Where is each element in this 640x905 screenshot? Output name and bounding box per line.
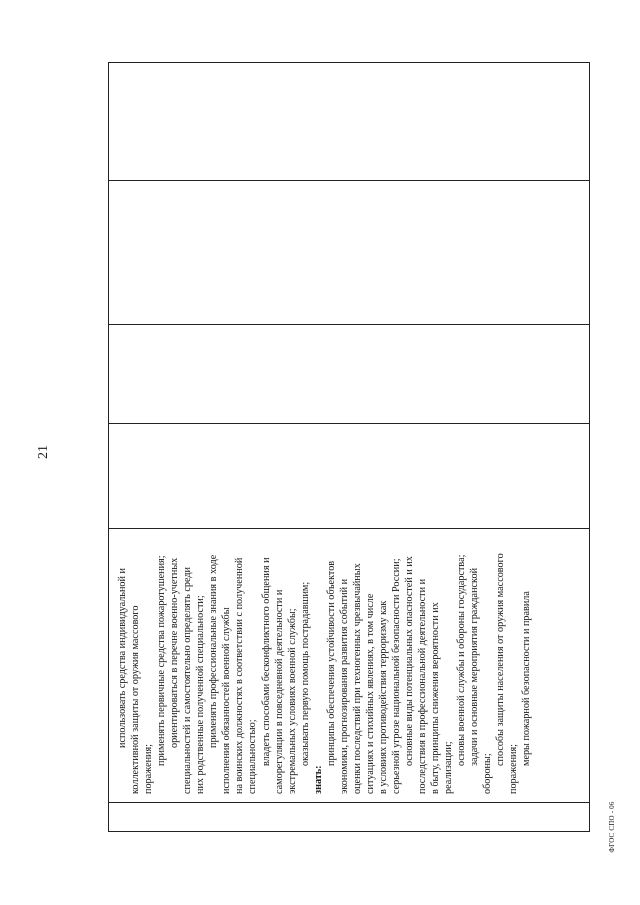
- table-cell-competency-codes: [109, 63, 590, 181]
- content-line: задачи и основные мероприятия гражданской: [469, 567, 481, 766]
- content-line: последствия в профессиональной деятельности и: [417, 578, 429, 794]
- content-line: на воинских должностях в соответствии с полученной: [234, 557, 246, 794]
- content-line: специальностей и самостоятельно определять среди: [182, 566, 194, 794]
- table-cell-hours-required: [109, 325, 590, 424]
- content-line: экономики, прогнозирования развития событий и: [338, 578, 350, 794]
- content-line: меры пожарной безопасности и правила: [521, 591, 533, 766]
- content-line: исполнения обязанностей военной службы: [221, 607, 233, 794]
- content-line: основы военной службы и обороны государства;: [456, 554, 468, 766]
- footer-code: ФГОС СПО - 06: [608, 801, 616, 853]
- content-line: применять профессиональные знания в ходе: [208, 554, 220, 748]
- content-line: экстремальных условиях военной службы;: [286, 608, 298, 794]
- content-line: основные виды потенциальных опасностей и их: [404, 556, 416, 766]
- content-line: способы защиты населения от оружия массового: [495, 553, 507, 766]
- content-line: серьезной угрозе национальной безопасности России;: [390, 558, 402, 794]
- table-cell-index: [109, 803, 590, 832]
- table-row: [109, 63, 590, 832]
- table-cell-discipline: [109, 181, 590, 325]
- competency-table: [108, 62, 590, 832]
- content-line: поражения;: [508, 743, 520, 794]
- content-line: реализации;: [443, 741, 455, 794]
- content-line: знать:: [312, 765, 324, 794]
- content-line: обороны;: [482, 753, 494, 794]
- content-line: использовать средства индивидуальной и: [117, 568, 128, 748]
- content-line: коллективной защиты от оружия массового: [130, 605, 142, 794]
- table-cell-content: [109, 529, 590, 803]
- table-container: [108, 62, 590, 832]
- table-cell-hours-max: [109, 424, 590, 529]
- content-line: оказывать первую помощь пострадавшим;: [299, 581, 311, 766]
- content-line: ориентироваться в перечне военно-учетных: [169, 557, 181, 748]
- content-line: в условиях противодействия терроризму как: [377, 600, 389, 794]
- content-line: поражения;: [143, 743, 155, 794]
- content-line: специальностью;: [247, 719, 259, 794]
- content-line: оценки последствий при техногенных чрезвычайных: [351, 563, 363, 794]
- content-line: владеть способами бесконфликтного общения и: [260, 557, 272, 766]
- content-line: принципы обеспечения устойчивости объектов: [325, 560, 337, 766]
- content-line: саморегуляции в повседневной деятельности и: [273, 589, 285, 794]
- content-line: в быту, принципы снижения вероятности их: [430, 602, 442, 794]
- content-line: ситуациях и стихийных явлениях, в том числе: [364, 593, 376, 794]
- page-number: 21: [36, 445, 51, 459]
- content-line: применять первичные средства пожаротушения;: [156, 555, 168, 766]
- content-line: них родственные полученной специальности;: [195, 595, 207, 794]
